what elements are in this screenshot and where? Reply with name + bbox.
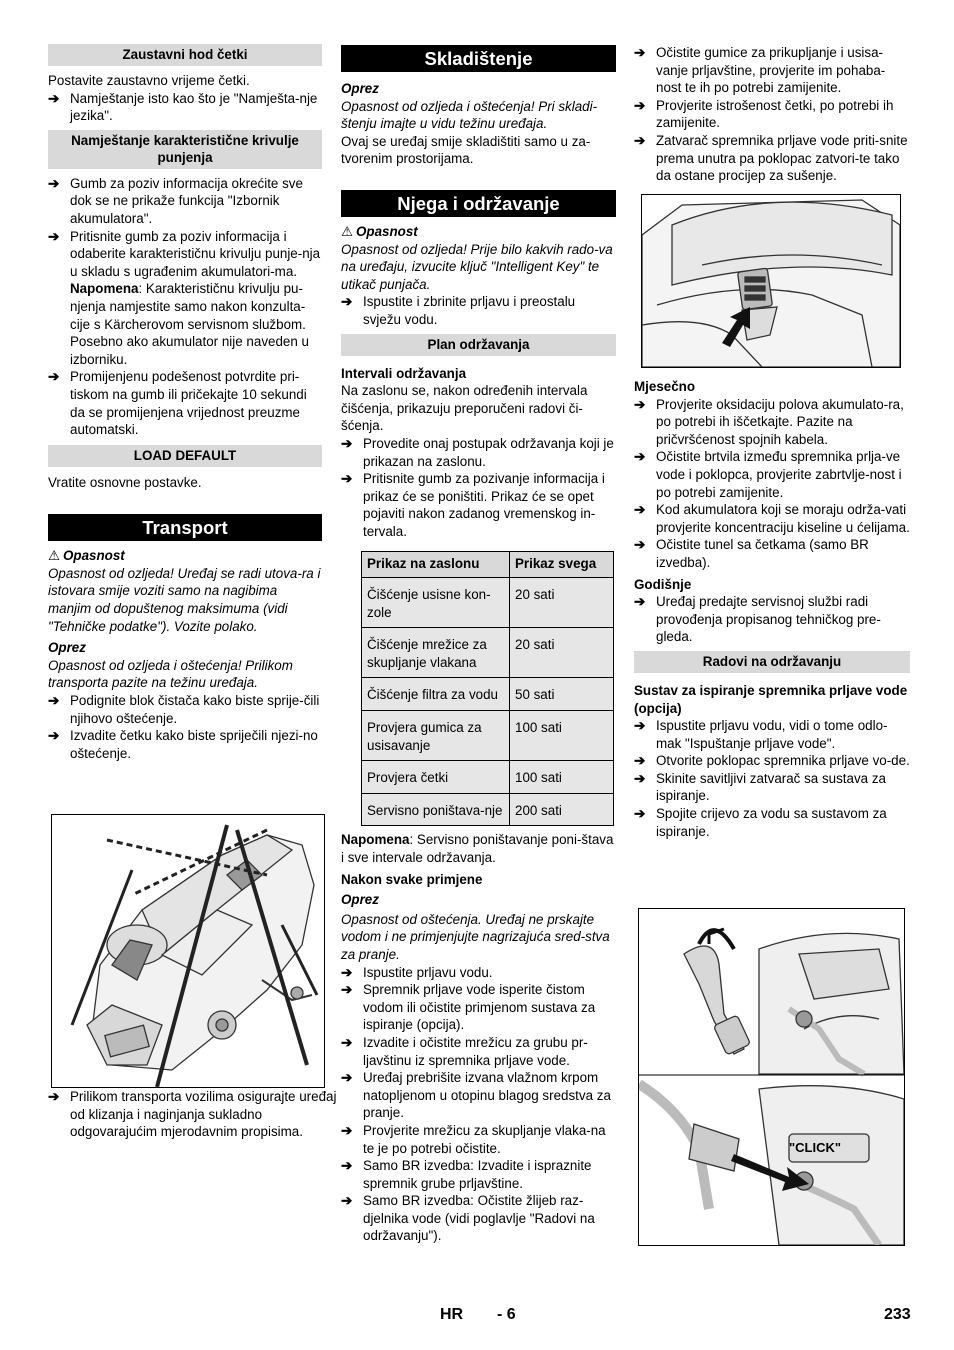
table-cell: Servisno poništava-nje [362, 793, 510, 826]
column-right [634, 44, 910, 185]
subheading-godisnje: Godišnje [634, 576, 692, 592]
figure-rinsing-system [638, 908, 905, 1246]
arrow-item: ➔ Pritisnite gumb za pozivanje informacija i prikaz će se poništiti. Prikaz će se opet pojaviti nakon zadanog vremenskog in-tervala. [341, 471, 605, 539]
paragraph: Postavite zaustavno vrijeme četki. [48, 73, 250, 88]
table-header: Prikaz na zaslonu [362, 552, 510, 578]
arrow-item: ➔ Očistite tunel sa četkama (samo BR izvedba). [634, 537, 869, 570]
arrow-icon: ➔ [634, 449, 646, 465]
arrow-item: ➔ Očistite gumice za prikupljanje i usisa-vanje prljavštine, provjerite im pohaba-nost te ih po potrebi zamijenite. [634, 45, 886, 96]
arrow-item: ➔ Ispustite prljavu vodu, vidi o tome odlo-mak "Ispuštanje prljave vode". [634, 718, 888, 751]
section-heading-zaustavni-hod: Zaustavni hod četki [48, 44, 322, 66]
danger-label: ⚠ Opasnost [48, 548, 125, 564]
arrow-item: ➔ Izvadite i očistite mrežicu za grubu pr-ljavštinu iz spremnika prljave vode. [341, 1034, 588, 1068]
table-cell: 50 sati [510, 678, 614, 711]
arrow-item: ➔ Izvadite četku kako biste spriječili njezi-no oštećenje. [48, 728, 318, 761]
arrow-icon: ➔ [341, 1070, 353, 1086]
arrow-icon: ➔ [48, 175, 60, 191]
arrow-item: ➔ Provjerite oksidaciju polova akumulato-ra, po potrebi ih iščetkajte. Pazite na pričvršćenost spojnih kabela. [634, 396, 904, 447]
warning-icon: ⚠ [48, 548, 61, 564]
arrow-item: ➔ Gumb za poziv informacija okrećite sve dok se ne prikaže funkcija "Izbornik akumulatora". [48, 175, 303, 226]
paragraph: Na zaslonu se, nakon određenih intervala čišćenja, prikazuju preporučeni radovi či-šćenja. [341, 383, 588, 434]
arrow-item: ➔ Provjerite istrošenost četki, po potrebi ih zamijenite. [634, 97, 894, 131]
arrow-item: ➔ Provedite onaj postupak održavanja koji je prikazan na zaslonu. [341, 435, 614, 469]
table-cell: 20 sati [510, 578, 614, 628]
subheading-intervali: Intervali održavanja [341, 365, 467, 381]
section-heading-plan: Plan održavanja [341, 334, 616, 356]
chapter-heading-skladistenje: Skladištenje [341, 45, 616, 72]
footer-language: HR [440, 1306, 464, 1323]
table-header: Prikaz svega [510, 552, 614, 578]
arrow-item: ➔ Zatvarač spremnika prljave vode priti-snite prema unutra pa poklopac zatvori-te tako da ostane procijep za sušenje. [634, 132, 908, 184]
arrow-icon: ➔ [48, 1089, 60, 1104]
arrow-item: ➔ Promijenjenu podešenost potvrdite pri-tiskom na gumb ili pričekajte 10 sekundi da se promijenjena vrijednost preuzme automatski. [48, 369, 307, 438]
arrow-item: ➔ Uređaj predajte servisnoj službi radi provođenja propisanog tehničkog pre-gleda. [634, 594, 881, 645]
arrow-item: ➔ Uređaj prebrišite izvana vlažnom krpom natopljenom u otopinu blagog sredstva za pranje. [341, 1070, 611, 1121]
caution-label: Oprez [48, 640, 86, 656]
warning-icon: ⚠ [341, 223, 354, 239]
table-cell: Čišćenje filtra za vodu [362, 678, 510, 711]
note: Napomena: Karakterističnu krivulju pu-njenja namjestite samo nakon konzulta-cije s Kärcherovom servisnom službom. Posebno ako akumulator nije naveden u izborniku. [70, 281, 309, 367]
table-row [362, 628, 614, 678]
table-cell: Provjera gumica za usisavanje [362, 711, 510, 761]
column-right-lower [634, 378, 910, 840]
arrow-icon: ➔ [341, 1193, 353, 1209]
arrow-icon: ➔ [341, 1034, 353, 1050]
paragraph: Vratite osnovne postavke. [48, 474, 202, 490]
figure-tank-lid-latch [641, 194, 901, 368]
footer-page-number: 233 [884, 1306, 911, 1323]
arrow-icon: ➔ [341, 435, 353, 451]
section-heading-load-default: LOAD DEFAULT [48, 445, 322, 467]
maintenance-table [361, 551, 614, 826]
table-row [362, 578, 614, 628]
arrow-icon: ➔ [48, 90, 60, 106]
arrow-icon: ➔ [634, 806, 646, 822]
table-cell: 100 sati [510, 761, 614, 794]
scrubber-machine-illustration [52, 815, 324, 1087]
caution-label: Oprez [341, 892, 379, 908]
caution-text: Opasnost od ozljeda i oštećenja! Pri skladi-štenju imajte u vidu težinu uređaja. [341, 98, 598, 132]
arrow-icon: ➔ [341, 982, 353, 998]
arrow-icon: ➔ [341, 294, 353, 310]
arrow-item: ➔ Prilikom transporta vozilima osigurajte uređaj od klizanja i naginjanja sukladno odgovarajućim mjerodavnim propisima. [48, 1089, 337, 1140]
column-middle [341, 44, 616, 1245]
subheading-nakon: Nakon svake primjene [341, 871, 483, 887]
arrow-item: ➔ Ispustite prljavu vodu. [341, 964, 493, 980]
table-row [362, 793, 614, 826]
chapter-heading-njega: Njega i održavanje [341, 190, 616, 217]
table-cell: Čišćenje usisne kon-zole [362, 578, 510, 628]
arrow-icon: ➔ [48, 228, 60, 244]
table-cell: 200 sati [510, 793, 614, 826]
arrow-icon: ➔ [341, 964, 353, 980]
arrow-item: ➔ Samo BR izvedba: Izvadite i ispraznite spremnik grube prljavštine. [341, 1158, 592, 1191]
arrow-item: ➔ Otvorite poklopac spremnika prljave vo-de. [634, 753, 910, 769]
arrow-item: ➔ Spojite crijevo za vodu sa sustavom za ispiranje. [634, 806, 887, 839]
caution-text: Opasnost od ozljeda i oštećenja! Prilikom transporta pazite na težinu uređaja. [48, 657, 293, 691]
table-row [362, 761, 614, 794]
arrow-icon: ➔ [634, 594, 646, 610]
table-cell: Provjera četki [362, 761, 510, 794]
column-left [48, 44, 322, 762]
caution-text: Opasnost od oštećenja. Uređaj ne prskajte vodom i ne primjenjujte nagrizajuća sred-stva za pranje. [341, 911, 610, 962]
arrow-item: ➔ Pritisnite gumb za poziv informacija i odaberite karakterističnu krivulju punje-nja u skladu s ugrađenim akumulatori-ma. Napomena: Karakterističnu krivulju pu-njenja namjestite samo nakon konzulta-cije s Kärcherovom servisnom službom. Posebno ako akumulator nije naveden u izborniku. [48, 228, 321, 367]
arrow-icon: ➔ [341, 1158, 353, 1174]
arrow-icon: ➔ [634, 537, 646, 553]
paragraph: Ovaj se uređaj smije skladištiti samo u za-tvorenim prostorijama. [341, 133, 591, 167]
arrow-icon: ➔ [634, 718, 646, 734]
footer-subpage: - 6 [497, 1306, 516, 1323]
arrow-item: ➔ Provjerite mrežicu za skupljanje vlaka-na te je po potrebi očistite. [341, 1122, 606, 1156]
arrow-item: ➔ Spremnik prljave vode isperite čistom vodom ili očistite primjenom sustava za ispiranje (opcija). [341, 982, 596, 1033]
danger-text: Opasnost od ozljeda! Uređaj se radi utova-ra i istovara smije voziti samo na nagibima manjim od dopuštenog maksimuma (vidi "Tehničke podatke"). Vozite polako. [48, 565, 321, 634]
section-heading-radovi: Radovi na održavanju [634, 651, 910, 673]
arrow-icon: ➔ [634, 502, 646, 518]
table-cell: 20 sati [510, 628, 614, 678]
figure-transport-tiedown [51, 814, 325, 1088]
chapter-heading-transport: Transport [48, 514, 322, 541]
arrow-icon: ➔ [634, 45, 646, 60]
arrow-icon: ➔ [634, 770, 646, 786]
arrow-icon: ➔ [48, 369, 60, 385]
arrow-item: ➔ Kod akumulatora koji se moraju održa-vati provjerite koncentraciju kiseline u ćelijama. [634, 502, 910, 535]
table-cell: 100 sati [510, 711, 614, 761]
arrow-item: ➔ Ispustite i zbrinite prljavu i preostalu svježu vodu. [341, 294, 576, 327]
arrow-item: ➔ Skinite savitljivi zatvarač sa sustava za ispiranje. [634, 770, 886, 804]
subheading-sustav: Sustav za ispiranje spremnika prljave vode (opcija) [634, 682, 908, 716]
note: Napomena: Servisno poništavanje poni-štava i sve intervale održavanja. [341, 832, 614, 865]
subheading-mjesecno: Mjesečno [634, 379, 696, 394]
arrow-icon: ➔ [634, 97, 646, 113]
arrow-icon: ➔ [48, 728, 60, 744]
arrow-icon: ➔ [341, 471, 353, 487]
arrow-icon: ➔ [48, 693, 60, 709]
arrow-item: ➔ Podignite blok čistača kako biste sprije-čili njihovo oštećenje. [48, 693, 320, 726]
arrow-item: ➔ Namještanje isto kao što je "Namješta-nje jezika". [48, 90, 318, 124]
tank-lid-illustration [642, 195, 900, 367]
caution-label: Oprez [341, 81, 379, 96]
arrow-icon: ➔ [341, 1122, 353, 1138]
click-label: "CLICK" [789, 1140, 842, 1155]
arrow-icon: ➔ [634, 396, 646, 412]
section-heading-krivulja: Namještanje karakteristične krivulje punjenja [48, 130, 322, 169]
danger-label: ⚠ Opasnost [341, 223, 418, 239]
danger-text: Opasnost od ozljeda! Prije bilo kakvih rado-va na uređaju, izvucite ključ "Intelligent Key" te utikač punjača. [341, 241, 613, 292]
rinsing-hose-illustration [639, 909, 904, 1245]
arrow-item: ➔ Očistite brtvila između spremnika prlja-ve vode i poklopca, provjerite zabrtvlje-nost i po potrebi zamijenite. [634, 449, 902, 500]
arrow-item: ➔ Samo BR izvedba: Očistite žlijeb raz-djelnika vode (vidi poglavlje "Radovi na održavanju"). [341, 1193, 595, 1244]
table-cell: Čišćenje mrežice za skupljanje vlakana [362, 628, 510, 678]
arrow-icon: ➔ [634, 132, 646, 148]
table-row [362, 711, 614, 761]
table-header-row [362, 552, 614, 578]
table-row [362, 678, 614, 711]
arrow-icon: ➔ [634, 753, 646, 769]
